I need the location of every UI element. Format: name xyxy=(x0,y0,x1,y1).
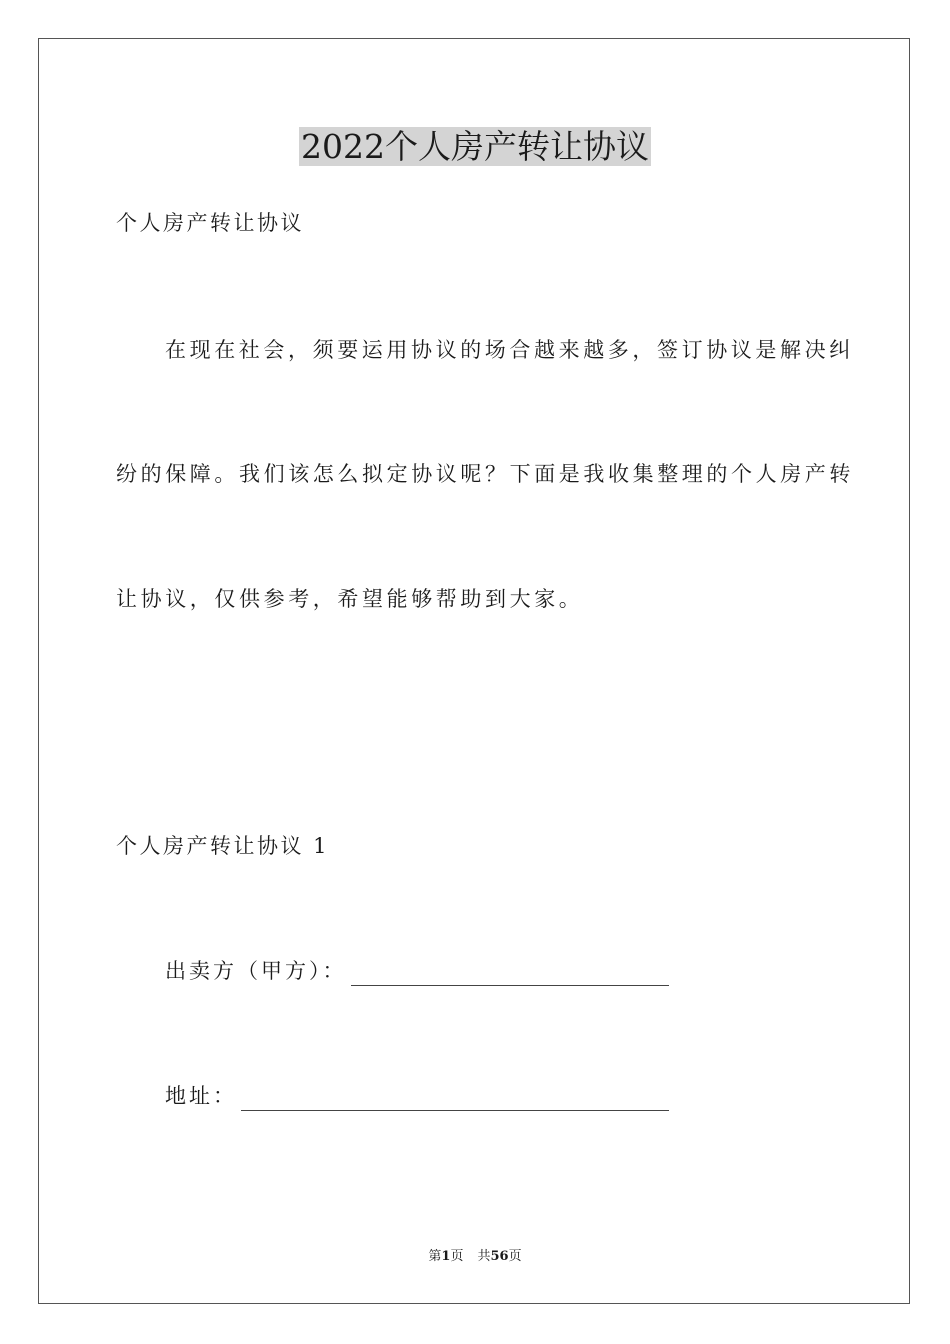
document-subtitle: 个人房产转让协议 xyxy=(116,211,304,235)
address-blank-line[interactable] xyxy=(241,1086,669,1111)
document-title-text: 2022个人房产转让协议 xyxy=(301,127,649,166)
footer-page-suffix: 页 xyxy=(450,1249,464,1264)
footer-total-pages: 56 xyxy=(490,1249,509,1264)
section-heading: 个人房产转让协议 1 xyxy=(116,834,330,858)
page-footer xyxy=(0,1248,950,1266)
intro-line-3: 让协议，仅供参考，希望能够帮助到大家。 xyxy=(116,587,584,611)
footer-page-number: 1 xyxy=(441,1249,451,1264)
intro-line-1: 在现在社会，须要运用协议的场合越来越多，签订协议是解决纠 xyxy=(165,338,854,362)
footer-total-suffix: 页 xyxy=(508,1249,522,1264)
seller-blank-line[interactable] xyxy=(351,961,669,986)
footer-page-prefix: 第 xyxy=(428,1249,442,1264)
intro-line-2: 纷的保障。我们该怎么拟定协议呢？下面是我收集整理的个人房产转 xyxy=(116,462,854,486)
seller-field-row xyxy=(165,956,669,986)
address-field-row xyxy=(165,1081,669,1111)
document-title xyxy=(0,124,950,170)
address-label: 地址： xyxy=(165,1084,237,1108)
seller-label: 出卖方（甲方）： xyxy=(165,959,347,983)
footer-total-prefix: 共 xyxy=(477,1249,491,1264)
